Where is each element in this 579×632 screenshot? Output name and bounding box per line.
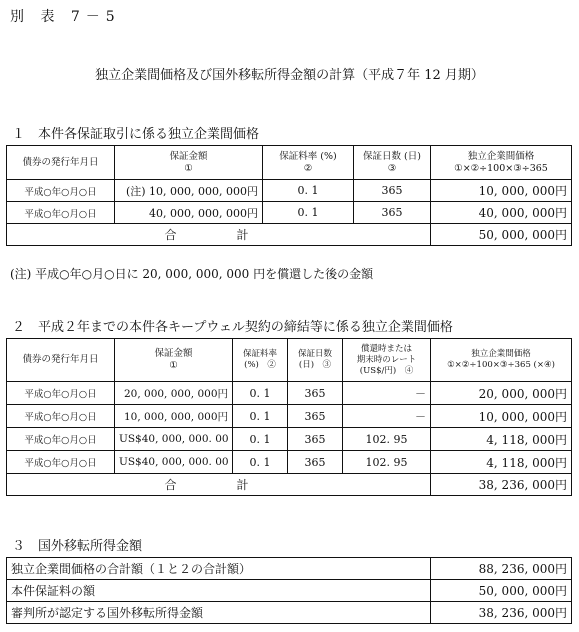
- cell-days: 365: [288, 405, 343, 428]
- section1-title: １ 本件各保証取引に係る独立企業間価格: [12, 127, 260, 142]
- cell-price: 4, 118, 000円: [431, 451, 572, 474]
- page-label: 別 表 7－5: [10, 9, 121, 25]
- cell-rate: 0. 1: [263, 202, 354, 224]
- cell-price: 20, 000, 000円: [431, 382, 572, 405]
- table-row: [7, 202, 572, 224]
- total-label: 合 計: [7, 224, 431, 246]
- table-row: [7, 382, 572, 405]
- document-title: 独立企業間価格及び国外移転所得金額の計算（平成７年 12 月期）: [95, 68, 484, 83]
- total-row: [7, 224, 572, 246]
- header-amount: 保証金額 ①: [115, 146, 263, 180]
- cell-days: 365: [288, 451, 343, 474]
- table-row: [7, 405, 572, 428]
- header-date: 債券の発行年月日: [7, 146, 115, 180]
- table-row: [7, 428, 572, 451]
- table-row: [7, 451, 572, 474]
- row-label: 独立企業間価格の合計額（１と２の合計額）: [7, 558, 431, 580]
- cell-date: 平成○年○月○日: [7, 382, 115, 405]
- cell-days: 365: [288, 382, 343, 405]
- header-days: 保証日数 (日) ③: [354, 146, 431, 180]
- header-price: 独立企業間価格 ①×②÷100×③÷365: [431, 146, 572, 180]
- table-row: [7, 602, 572, 624]
- section3-title: ３ 国外移転所得金額: [12, 539, 143, 554]
- header-amount: 保証金額 ①: [115, 339, 233, 382]
- cell-fx: －: [343, 382, 431, 405]
- cell-rate: 0. 1: [233, 405, 288, 428]
- total-value: 38, 236, 000円: [431, 474, 572, 496]
- cell-days: 365: [354, 202, 431, 224]
- cell-fx: 102. 95: [343, 451, 431, 474]
- cell-rate: 0. 1: [263, 180, 354, 202]
- header-fx-rate: 償還時または 期末時のレート (US$/円) ④: [343, 339, 431, 382]
- cell-days: 365: [288, 428, 343, 451]
- cell-rate: 0. 1: [233, 428, 288, 451]
- cell-amount: 20, 000, 000, 000円: [115, 382, 233, 405]
- row-value: 38, 236, 000円: [431, 602, 572, 624]
- cell-fx: －: [343, 405, 431, 428]
- cell-price: 40, 000, 000円: [431, 202, 572, 224]
- cell-date: 平成○年○月○日: [7, 451, 115, 474]
- cell-rate: 0. 1: [233, 382, 288, 405]
- footnote: (注) 平成○年○月○日に 20, 000, 000, 000 円を償還した後の金額: [10, 267, 374, 281]
- row-value: 50, 000, 000円: [431, 580, 572, 602]
- cell-amount: 40, 000, 000, 000円: [115, 202, 263, 224]
- cell-amount: US$40, 000, 000. 00: [115, 451, 233, 474]
- header-date: 債券の発行年月日: [7, 339, 115, 382]
- header-rate: 保証料率 (%) ②: [263, 146, 354, 180]
- cell-price: 4, 118, 000円: [431, 428, 572, 451]
- total-label: 合 計: [7, 474, 431, 496]
- cell-days: 365: [354, 180, 431, 202]
- cell-date: 平成○年○月○日: [7, 405, 115, 428]
- cell-amount: US$40, 000, 000. 00: [115, 428, 233, 451]
- row-label: 本件保証料の額: [7, 580, 431, 602]
- cell-fx: 102. 95: [343, 428, 431, 451]
- cell-rate: 0. 1: [233, 451, 288, 474]
- header-price: 独立企業間価格 ①×②÷100×③÷365 (×④): [431, 339, 572, 382]
- cell-price: 10, 000, 000円: [431, 180, 572, 202]
- header-rate: 保証料率 (%) ②: [233, 339, 288, 382]
- row-label: 審判所が認定する国外移転所得金額: [7, 602, 431, 624]
- cell-amount: 10, 000, 000, 000円: [115, 405, 233, 428]
- section2-header-row: [7, 339, 572, 382]
- table-row: [7, 580, 572, 602]
- section1-table: [6, 145, 572, 246]
- cell-amount: (注) 10, 000, 000, 000円: [115, 180, 263, 202]
- cell-price: 10, 000, 000円: [431, 405, 572, 428]
- section2-title: ２ 平成２年までの本件各キープウェル契約の締結等に係る独立企業間価格: [12, 320, 453, 335]
- section3-table: [6, 557, 572, 624]
- table-row: [7, 180, 572, 202]
- cell-date: 平成○年○月○日: [7, 428, 115, 451]
- cell-date: 平成○年○月○日: [7, 202, 115, 224]
- section1-header-row: [7, 146, 572, 180]
- total-value: 50, 000, 000円: [431, 224, 572, 246]
- row-value: 88, 236, 000円: [431, 558, 572, 580]
- header-days: 保証日数 (日) ③: [288, 339, 343, 382]
- section2-table: [6, 338, 572, 496]
- cell-date: 平成○年○月○日: [7, 180, 115, 202]
- table-row: [7, 558, 572, 580]
- total-row: [7, 474, 572, 496]
